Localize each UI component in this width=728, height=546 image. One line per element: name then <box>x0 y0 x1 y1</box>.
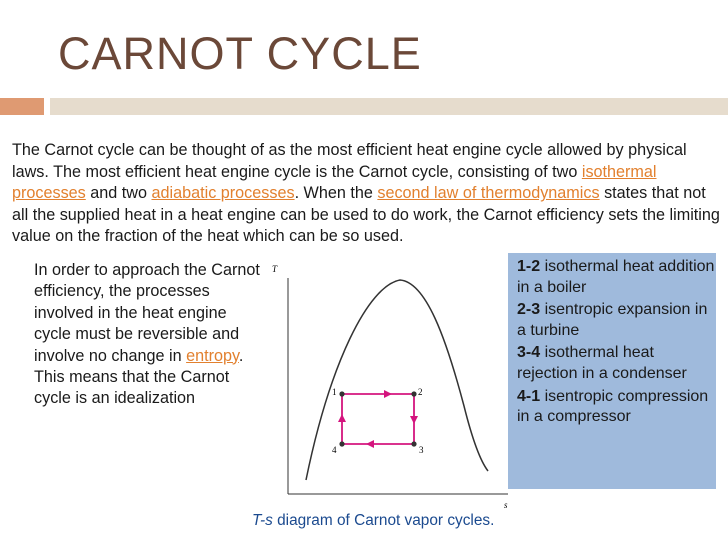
point-label-1: 1 <box>332 387 337 397</box>
step-3-4 <box>517 343 717 384</box>
arrow-2-3 <box>410 416 418 424</box>
intro-text-4: states that not all the supplied heat in a heat engine can be used to do work, the Carnot efficiency sets the limiting value on the fraction of the heat which can be so used. <box>12 184 720 246</box>
process-steps-box <box>508 253 716 489</box>
step-2-3 <box>517 300 717 341</box>
point-label-4: 4 <box>332 445 337 455</box>
point-label-3: 3 <box>419 445 424 455</box>
intro-text-1: The Carnot cycle can be thought of as the most efficient heat engine cycle allowed by physical laws. The most efficient heat engine cycle is the Carnot cycle, consisting of two <box>12 141 687 181</box>
point-label-2: 2 <box>418 387 423 397</box>
link-second-law[interactable]: second law of thermodynamics <box>377 184 600 203</box>
step-num: 2-3 <box>517 301 541 319</box>
step-text: isothermal heat addition in a boiler <box>517 258 715 296</box>
state-point-1 <box>339 391 344 396</box>
state-point-3 <box>411 441 416 446</box>
y-axis-label: T <box>272 264 278 274</box>
step-text: isentropic compression in a compressor <box>517 387 709 426</box>
intro-text-2: and two <box>85 184 152 203</box>
intro-text-3: . When the <box>294 184 378 203</box>
arrow-3-4 <box>366 440 374 448</box>
step-1-2 <box>517 257 717 298</box>
link-adiabatic-processes[interactable]: adiabatic processes <box>151 184 295 203</box>
arrow-4-1 <box>338 414 346 422</box>
diagram-caption <box>252 512 494 530</box>
caption-italic: T-s <box>252 512 273 529</box>
slide-title: CARNOT CYCLE <box>58 28 422 79</box>
step-4-1 <box>517 387 717 428</box>
ts-diagram <box>268 258 513 514</box>
side-paragraph <box>34 260 264 410</box>
link-entropy[interactable]: entropy <box>186 346 239 365</box>
cycle-path <box>342 394 414 444</box>
state-point-2 <box>411 391 416 396</box>
step-num: 3-4 <box>517 344 541 362</box>
arrow-1-2 <box>384 390 392 398</box>
side-text-2: . This means that the Carnot cycle is an idealization <box>34 346 244 408</box>
intro-paragraph <box>12 140 724 248</box>
title-rule-bar <box>50 98 728 115</box>
x-axis-label: s <box>504 500 508 510</box>
step-text: isothermal heat rejection in a condenser <box>517 344 687 382</box>
side-text-1: In order to approach the Carnot efficiency, the processes involved in the heat engine cycle must be reversible and involve no change in <box>34 261 260 365</box>
step-num: 4-1 <box>517 387 541 405</box>
state-point-4 <box>339 441 344 446</box>
link-isothermal-processes[interactable]: isothermal processes <box>12 162 657 203</box>
caption-text: diagram of Carnot vapor cycles. <box>272 512 495 529</box>
title-rule-accent <box>0 98 44 115</box>
step-num: 1-2 <box>517 258 541 275</box>
step-text: isentropic expansion in a turbine <box>517 301 708 339</box>
